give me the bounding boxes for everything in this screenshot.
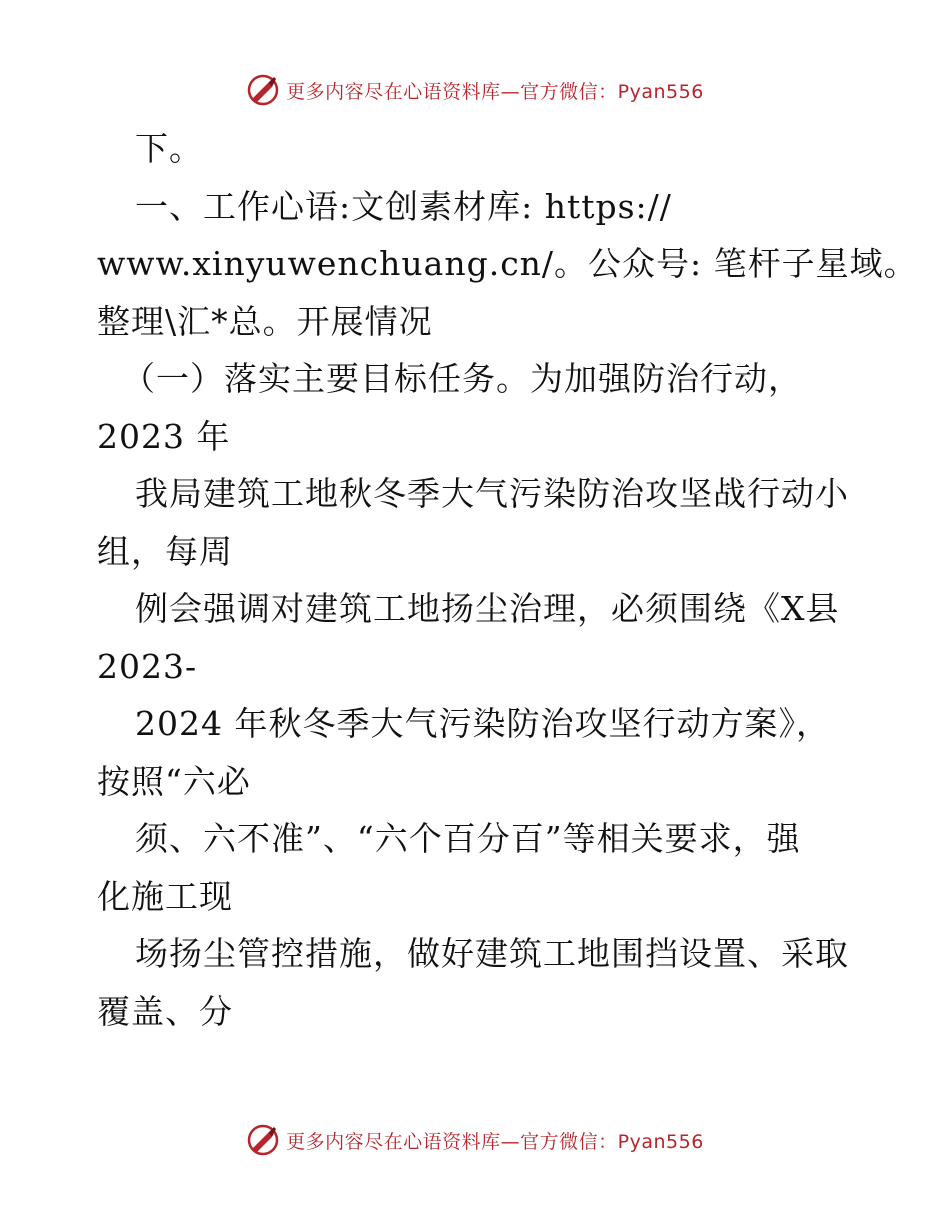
text-line: 2024 年秋冬季大气污染防治攻坚行动方案》， xyxy=(135,704,830,743)
text-line: 整理\汇*总。开展情况 xyxy=(97,301,433,341)
header-banner xyxy=(0,70,950,110)
text-line: 一、工作心语:文创素材库: https:// xyxy=(135,186,672,226)
text-line: www.xinyuwenchuang.cn/。公众号: 笔杆子星域。 xyxy=(97,244,918,283)
text-line: 组，每周 xyxy=(97,531,233,571)
text-line: 2023- xyxy=(97,646,198,686)
pen-nib-logo-icon xyxy=(246,1123,280,1157)
header-banner-text: 更多内容尽在心语资料库—官方微信：Pyan556 xyxy=(286,80,704,103)
text-line: 2023 年 xyxy=(97,416,231,456)
text-line: 须、六不准”、“六个百分百”等相关要求，强 xyxy=(135,819,801,858)
footer-banner-text: 更多内容尽在心语资料库—官方微信：Pyan556 xyxy=(286,1130,704,1153)
footer-banner xyxy=(0,1120,950,1160)
pen-nib-logo-icon xyxy=(246,73,280,107)
text-line: 场扬尘管控措施，做好建筑工地围挡设置、采取 xyxy=(135,934,849,973)
text-line: 按照“六必 xyxy=(97,761,251,801)
text-line: 例会强调对建筑工地扬尘治理，必须围绕《X县 xyxy=(135,589,840,628)
text-line: （一）落实主要目标任务。为加强防治行动， xyxy=(122,359,802,398)
text-line: 化施工现 xyxy=(97,876,233,916)
text-line: 覆盖、分 xyxy=(97,991,233,1031)
text-line: 我局建筑工地秋冬季大气污染防治攻坚战行动小 xyxy=(135,474,849,513)
document-body xyxy=(97,120,918,1040)
text-line: 下。 xyxy=(135,129,203,168)
